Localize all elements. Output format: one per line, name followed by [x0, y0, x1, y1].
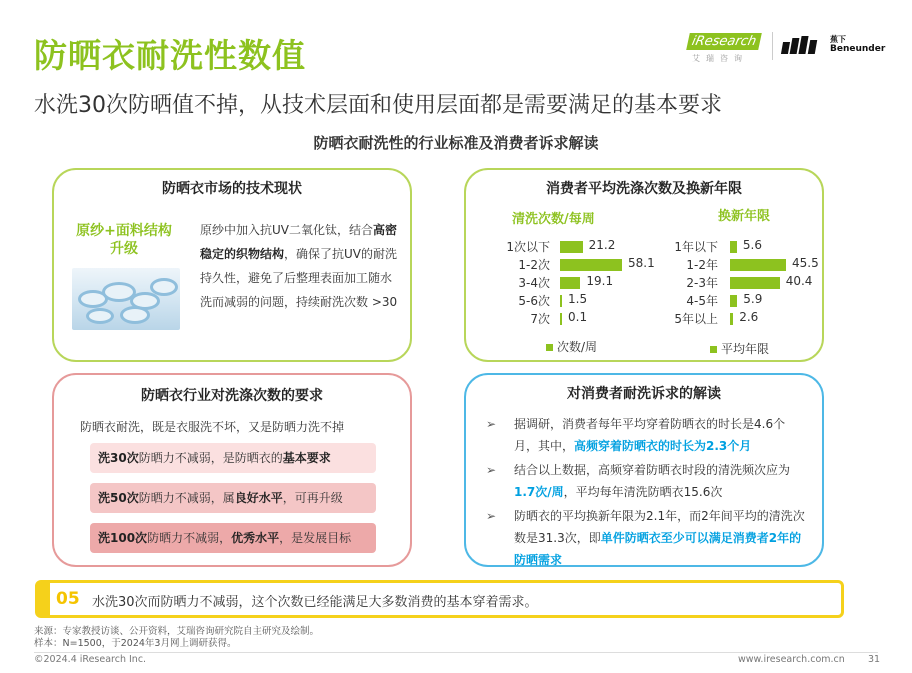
weekly-wash-tick-label: 5-6次: [518, 294, 550, 308]
tech-status-text: 原纱中加入抗UV二氧化钛，结合高密稳定的织物结构，确保了抗UV的耐洗持久性，避免了后整理表面加工随水洗而减弱的问题，持续耐洗次数 >30: [200, 223, 398, 309]
requirement-item-30: 洗30次防晒力不减弱，是防晒衣的基本要求: [90, 443, 376, 473]
renewal-years-bar: [730, 295, 737, 307]
bullet-arrow-icon: ➢: [486, 463, 497, 477]
renewal-years-tick-label: 2-3年: [686, 276, 718, 290]
requirement-item-50: 洗50次防晒力不减弱，属良好水平，可再升级: [90, 483, 376, 513]
weekly-wash-bar: [560, 241, 583, 253]
weekly-wash-tick-label: 7次: [530, 312, 550, 326]
renewal-years-tick-label: 1年以下: [674, 240, 718, 254]
bullet-arrow-icon: ➢: [486, 417, 497, 431]
beneunder-logo-cn: 蕉下: [830, 35, 846, 44]
iresearch-logo-cn: 艾瑞咨询: [692, 54, 748, 63]
banner-text: 水洗30次而防晒力不减弱，这个次数已经能满足大多数消费的基本穿着需求。: [92, 595, 538, 610]
iresearch-logo: [688, 30, 762, 66]
beneunder-bars-icon: [782, 36, 822, 54]
section-heading: 防晒衣耐洗性的行业标准及消费者诉求解读: [313, 134, 599, 152]
interpretation-bullet-1: ➢ 据调研，消费者每年平均穿着防晒衣的时长是4.6个月，其中，高频穿着防晒衣的时长为2.3个月: [486, 413, 806, 457]
wash-frequency-title: 消费者平均洗涤次数及换新年限: [546, 181, 742, 197]
weekly-wash-bar: [560, 295, 562, 307]
tech-status-panel: [52, 168, 412, 362]
weekly-wash-legend: 次数/周: [546, 338, 597, 355]
copyright: ©2024.4 iResearch Inc.: [34, 654, 147, 665]
interpretation-bullet-3: ➢ 防晒衣的平均换新年限为2.1年，而2年间平均的清洗次数是31.3次，即单件防晒衣至少可以满足消费者2年的防晒需求: [486, 505, 806, 571]
page-title: 防晒衣耐洗性数值: [34, 36, 306, 75]
renewal-years-tick-label: 4-5年: [686, 294, 718, 308]
interpretation-bullet-2: ➢ 结合以上数据，高频穿着防晒衣时段的清洗频次应为1.7次/周，平均每年清洗防晒衣15.6次: [486, 459, 806, 503]
renewal-years-bar: [730, 277, 780, 289]
renewal-years-bar: [730, 241, 737, 253]
consumer-interpretation-panel: [464, 373, 824, 567]
renewal-years-legend: 平均年限: [710, 340, 769, 357]
bullet-arrow-icon: ➢: [486, 509, 497, 523]
renewal-years-data-label: 5.9: [743, 292, 763, 306]
requirement-item-100: 洗100次防晒力不减弱，优秀水平，是发展目标: [90, 523, 376, 553]
tech-upgrade-label: 原纱+面料结构升级: [76, 223, 172, 257]
renewal-years-data-label: 45.5: [792, 256, 819, 270]
industry-requirement-panel: [52, 373, 412, 567]
renewal-years-bar: [730, 313, 733, 325]
footer-divider: [34, 652, 878, 653]
weekly-wash-data-label: 21.2: [588, 238, 616, 252]
weekly-wash-tick-label: 3-4次: [518, 276, 550, 290]
renewal-years-subtitle: 换新年限: [718, 209, 771, 224]
weekly-wash-subtitle: 清洗次数/每周: [512, 212, 595, 227]
logo-divider: [772, 32, 773, 60]
beneunder-logo-en: Beneunder: [830, 44, 886, 54]
consumer-interpretation-title: 对消费者耐洗诉求的解读: [567, 386, 721, 402]
tech-status-title: 防晒衣市场的技术现状: [162, 181, 302, 197]
page-number: 31: [868, 654, 881, 665]
iresearch-logo-text: iResearch: [686, 33, 762, 50]
wash-frequency-panel: [464, 168, 824, 362]
weekly-wash-tick-label: 1次以下: [506, 240, 550, 254]
renewal-years-tick-label: 5年以上: [674, 312, 718, 326]
renewal-years-data-label: 5.6: [742, 238, 762, 252]
summary-banner: [35, 580, 844, 618]
weekly-wash-data-label: 19.1: [586, 274, 614, 288]
banner-number: 05: [56, 589, 80, 609]
weekly-wash-data-label: 0.1: [568, 310, 588, 324]
weekly-wash-bar: [560, 313, 562, 325]
weekly-wash-tick-label: 1-2次: [518, 258, 550, 272]
renewal-years-data-label: 40.4: [785, 274, 813, 288]
source-note: 来源：专家教授访谈、公开资料，艾瑞咨询研究院自主研究及绘制。 样本：N=1500，于2024年3月网上调研获得。: [34, 626, 320, 649]
weekly-wash-bar: [560, 259, 622, 271]
renewal-years-tick-label: 1-2年: [686, 258, 718, 272]
renewal-years-data-label: 2.6: [739, 310, 759, 324]
weekly-wash-data-label: 58.1: [628, 256, 655, 270]
industry-requirement-intro: 防晒衣耐洗，既是衣服洗不坏，又是防晒力洗不掉: [80, 420, 345, 434]
renewal-years-bar: [730, 259, 786, 271]
website: www.iresearch.com.cn: [738, 654, 845, 665]
industry-requirement-title: 防晒衣行业对洗涤次数的要求: [141, 388, 323, 404]
fabric-image: [72, 268, 180, 330]
beneunder-logo: [782, 34, 886, 58]
weekly-wash-bar: [560, 277, 580, 289]
weekly-wash-data-label: 1.5: [568, 292, 588, 306]
banner-accent: [38, 583, 50, 615]
page-subtitle: 水洗30次防晒值不掉，从技术层面和使用层面都是需要满足的基本要求: [34, 93, 722, 118]
